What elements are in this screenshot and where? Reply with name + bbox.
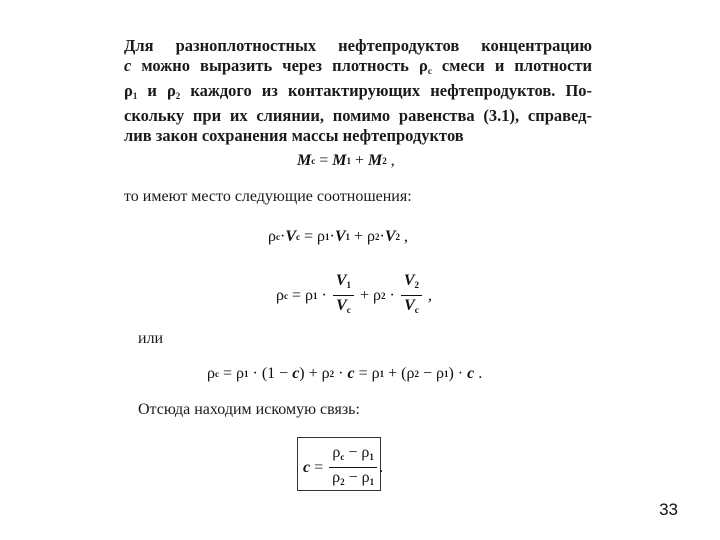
var-V: V [336, 297, 347, 314]
punctuation: . [474, 365, 483, 382]
paragraph-line-4: скольку при их слиянии, помимо равенства (3.1), справед- [124, 106, 592, 125]
subscript: 2 [382, 156, 387, 166]
intro-paragraph [124, 36, 592, 146]
operator: + ( [384, 365, 407, 382]
subscript: 2 [414, 280, 420, 290]
symbol-rho: ρ [166, 81, 176, 100]
subscript: 2 [329, 369, 335, 379]
symbol-rho: ρ [367, 228, 376, 245]
subscript: 1 [369, 477, 375, 487]
var-c: c [467, 365, 475, 382]
subscript: 2 [395, 232, 401, 242]
symbol-rho: ρ [332, 444, 341, 461]
operator: · [453, 365, 468, 382]
symbol-rho: ρ [276, 286, 284, 304]
symbol-rho: ρ [268, 228, 276, 245]
page-number: 33 [659, 500, 678, 519]
subscript: 1 [345, 232, 350, 242]
formula-mass-volume [268, 228, 408, 246]
var-M: M [332, 152, 347, 169]
formula-mass-conservation [297, 152, 395, 170]
operator: + [304, 365, 322, 382]
operator: = [354, 365, 372, 382]
text-or: или [138, 330, 164, 347]
operator: − [344, 469, 362, 486]
symbol-rho: ρ [373, 286, 382, 304]
subscript: 1 [346, 156, 351, 166]
subscript: c [214, 369, 219, 379]
operator: = [287, 286, 306, 304]
fraction-v1-vc [333, 272, 354, 319]
var-M: M [368, 152, 383, 169]
subscript: 1 [325, 232, 330, 242]
subscript: 1 [313, 290, 318, 301]
symbol-rho: ρ [361, 444, 370, 461]
symbol-rho: ρ [371, 365, 380, 382]
operator: + [356, 286, 374, 304]
operator: − [418, 365, 436, 382]
text-segment: каждого из контактирующих нефтепродуктов. По- [190, 81, 593, 100]
paragraph-line-2 [124, 56, 592, 81]
operator: − [344, 444, 362, 461]
symbol-rho: ρ [207, 365, 215, 382]
subscript: 2 [375, 232, 380, 242]
operator: (1 − [261, 365, 293, 382]
symbol-rho: ρ [361, 469, 370, 486]
operator: ) [448, 365, 454, 382]
punctuation: , [424, 286, 433, 304]
subscript: 1 [443, 369, 449, 379]
var-V: V [285, 228, 296, 245]
subscript: 2 [340, 477, 345, 487]
symbol-rho: ρ [317, 228, 325, 245]
var-c: c [347, 365, 355, 382]
fraction-concentration [329, 444, 377, 491]
text-hence: Отсюда находим искомую связь: [138, 401, 360, 418]
punctuation: . [379, 458, 384, 476]
operator: · [385, 286, 399, 304]
symbol-rho: ρ [305, 286, 313, 304]
var-c: c [303, 458, 311, 476]
paragraph-line-1: Для разноплотностных нефтепродуктов концентрацию [124, 36, 592, 55]
subscript: c [427, 66, 432, 76]
symbol-rho: ρ [124, 81, 133, 100]
symbol-rho: ρ [435, 365, 444, 382]
var-c: c [292, 365, 300, 382]
operator: = [315, 152, 333, 169]
operator: + [351, 152, 369, 169]
var-M: M [297, 152, 312, 169]
paragraph-line-3 [124, 81, 592, 106]
symbol-rho: ρ [236, 365, 244, 382]
operator: · [379, 228, 385, 245]
subscript: 2 [414, 369, 419, 379]
text-relations: то имеют место следующие соотношения: [124, 188, 412, 205]
operator: + [350, 228, 368, 245]
punctuation: , [386, 152, 395, 169]
operator: = [218, 365, 237, 382]
var-V: V [335, 272, 347, 289]
subscript: 1 [346, 280, 351, 290]
subscript: c [346, 305, 351, 315]
subscript: 2 [175, 91, 181, 101]
text-segment: можно выразить через плотность [141, 56, 409, 75]
symbol-rho: ρ [321, 365, 330, 382]
operator: · [279, 228, 286, 245]
fraction-v2-vc [401, 272, 422, 319]
subscript: c [295, 232, 300, 242]
var-c: c [124, 56, 132, 75]
formula-density-fractions [276, 272, 432, 319]
var-V: V [384, 228, 396, 245]
symbol-rho: ρ [332, 469, 341, 486]
paragraph-line-5: лив закон сохранения массы нефтепродуктов [124, 126, 464, 145]
operator: ) [299, 365, 305, 382]
subscript: c [311, 156, 316, 166]
subscript: c [283, 290, 288, 301]
formula-concentration [303, 444, 383, 491]
subscript: 2 [381, 290, 386, 301]
symbol-rho: ρ [418, 56, 428, 75]
subscript: c [414, 305, 419, 315]
formula-density-linear [207, 365, 482, 383]
symbol-rho: ρ [406, 365, 415, 382]
operator: · [248, 365, 262, 382]
punctuation: , [400, 228, 409, 245]
operator: = [310, 458, 328, 476]
operator: = [299, 228, 318, 245]
subscript: 1 [379, 369, 385, 379]
operator: · [317, 286, 331, 304]
subscript: c [275, 232, 280, 242]
operator: · [329, 228, 335, 245]
subscript: 1 [132, 91, 138, 101]
var-V: V [334, 228, 346, 245]
var-V: V [404, 297, 415, 314]
subscript: 1 [244, 369, 249, 379]
operator: · [334, 365, 348, 382]
subscript: c [340, 452, 345, 462]
subscript: 1 [369, 452, 374, 462]
text-segment: и [147, 81, 157, 100]
var-V: V [403, 272, 415, 289]
text-segment: смеси и плотности [441, 56, 593, 75]
